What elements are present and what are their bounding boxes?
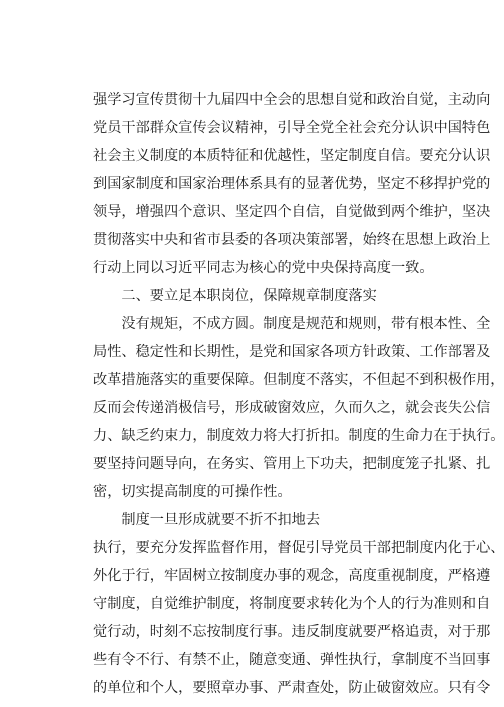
body-text-line: 行动上同以习近平同志为核心的党中央保持高度一致。 [93,260,434,276]
body-text-line: 到国家制度和国家治理体系具有的显著优势，坚定不移捍护党的 [93,176,491,192]
body-text-line: 贯彻落实中央和省市县委的各项决策部署，始终在思想上政治上 [93,232,491,248]
body-text-line: 觉行动，时刻不忘按制度行事。违反制度就要严格追责，对于那 [93,624,491,640]
body-text-line: 社会主义制度的本质特征和优越性，坚定制度自信。要充分认识 [93,148,491,164]
body-text-line: 改革措施落实的重要保障。但制度不落实，不但起不到积极作用， [93,372,504,388]
body-text-line: 领导，增强四个意识、坚定四个自信，自觉做到两个维护，坚决 [93,204,491,220]
body-text-line: 要坚持问题导向，在务实、管用上下功夫，把制度笼子扎紧、扎 [93,456,491,472]
body-text-line: 局性、稳定性和长期性，是党和国家各项方针政策、工作部署及 [93,344,491,360]
body-text-line: 密，切实提高制度的可操作性。 [93,484,292,500]
body-text-line: 力、缺乏约束力，制度效力将大打折扣。制度的生命力在于执行。 [93,428,504,444]
body-text-line: 的单位和个人，要照章办事、严肃查处，防止破窗效应。只有令 [93,680,491,696]
body-text-line: 守制度，自觉维护制度，将制度要求转化为个人的行为准则和自 [93,596,491,612]
body-text-line: 制度一旦形成就要不折不扣地去 [93,512,321,528]
body-text-line: 党员干部群众宣传会议精神，引导全党全社会充分认识中国特色 [93,120,491,136]
body-text-line: 强学习宣传贯彻十九届四中全会的思想自觉和政治自觉，主动向 [93,92,491,108]
body-text-line: 外化于行，牢固树立按制度办事的观念，高度重视制度，严格遵 [93,568,491,584]
body-text-line: 反而会传递消极信号，形成破窗效应，久而久之，就会丧失公信 [93,400,491,416]
body-text-line: 没有规矩，不成方圆。制度是规范和规则，带有根本性、全 [93,316,491,332]
body-text-line: 执行，要充分发挥监督作用，督促引导党员干部把制度内化于心、 [93,540,504,556]
section-heading: 二、要立足本职岗位，保障规章制度落实 [93,288,377,304]
body-text-line: 些有令不行、有禁不止，随意变通、弹性执行，拿制度不当回事 [93,652,491,668]
